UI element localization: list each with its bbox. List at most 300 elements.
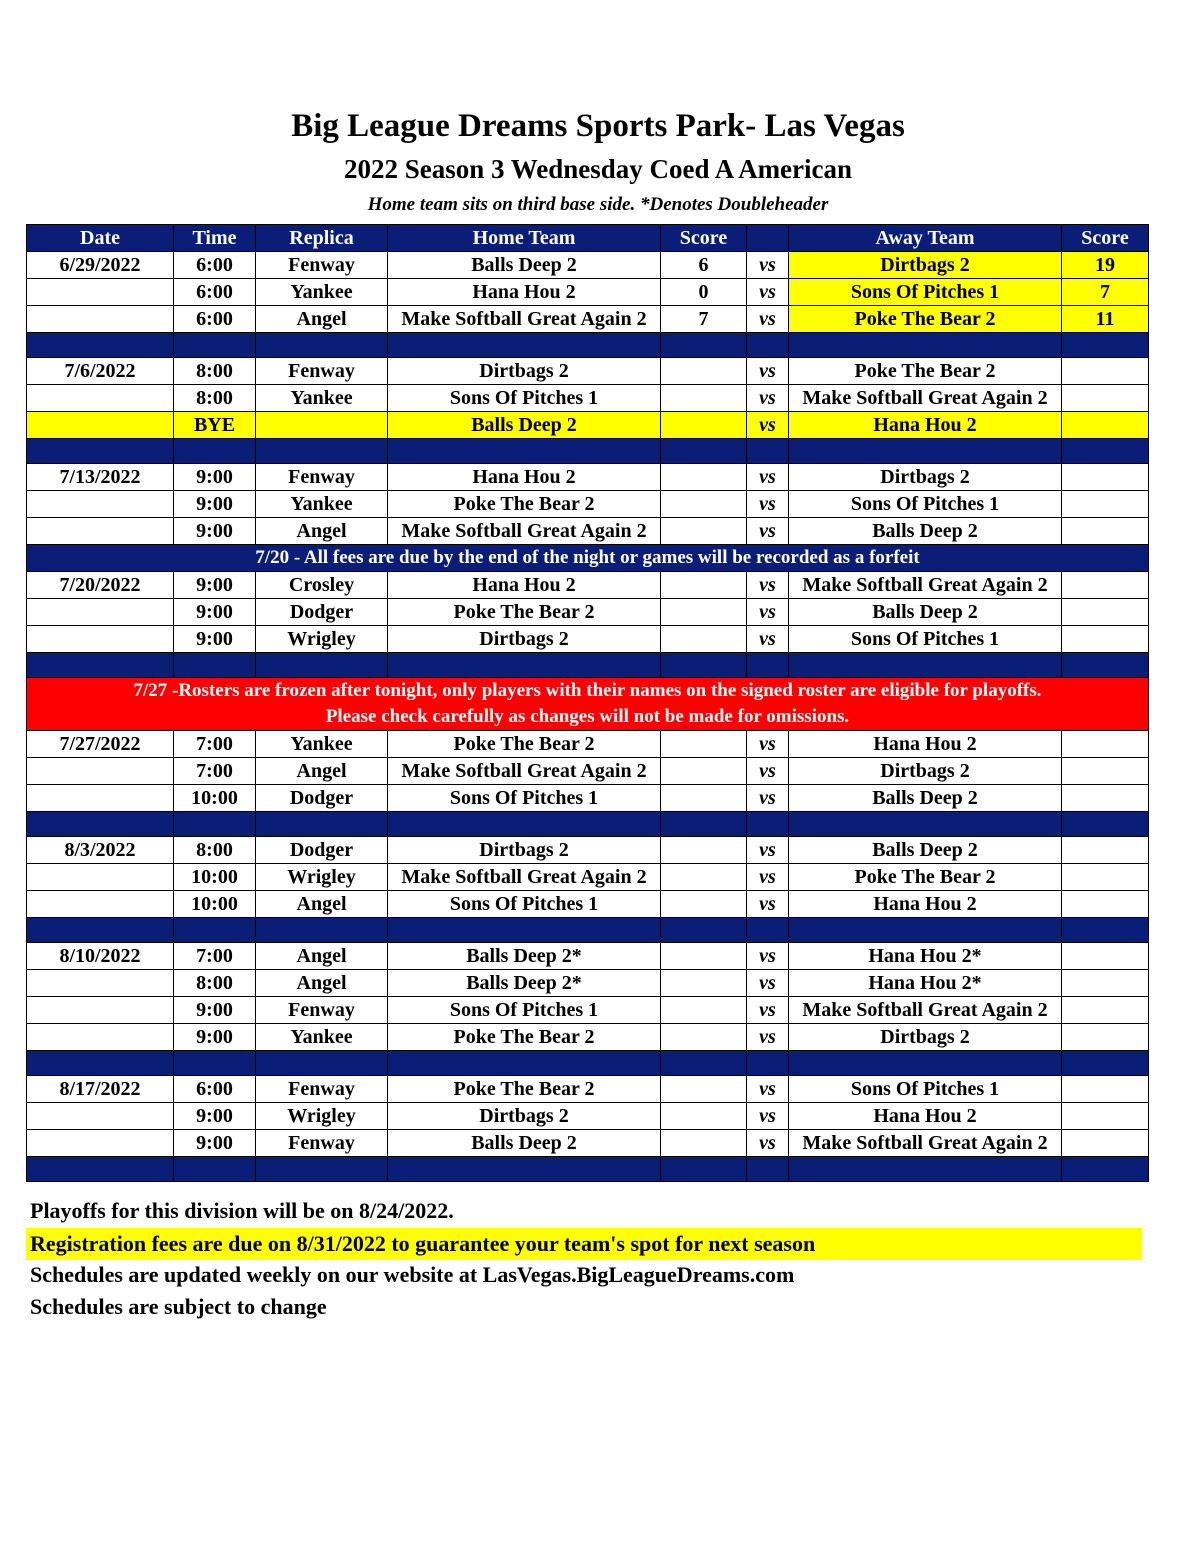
game-time: 10:00 [174,864,256,891]
separator-row [27,439,1149,464]
schedule-body [27,252,1149,1182]
home-score [661,943,747,970]
game-row [27,837,1149,864]
away-team: Sons Of Pitches 1 [789,626,1062,653]
away-score [1062,1103,1149,1130]
website-note: Schedules are updated weekly on our website at LasVegas.BigLeagueDreams.com [30,1262,795,1287]
game-row [27,306,1149,333]
away-score [1062,626,1149,653]
home-score: 6 [661,252,747,279]
game-row [27,1076,1149,1103]
game-row [27,970,1149,997]
away-score [1062,464,1149,491]
away-score [1062,785,1149,812]
game-time: 9:00 [174,572,256,599]
vs-label: vs [747,1103,789,1130]
game-row [27,572,1149,599]
away-team: Balls Deep 2 [789,837,1062,864]
game-date [27,518,174,545]
game-date [27,785,174,812]
away-score [1062,758,1149,785]
game-time: 6:00 [174,279,256,306]
game-date: 8/17/2022 [27,1076,174,1103]
away-score [1062,864,1149,891]
game-replica: Fenway [256,358,388,385]
col-home-team: Home Team [388,225,661,252]
separator-cell [1062,1051,1149,1076]
separator-cell [27,333,174,358]
home-score [661,785,747,812]
game-date [27,970,174,997]
game-time: 6:00 [174,252,256,279]
away-team: Dirtbags 2 [789,758,1062,785]
vs-label: vs [747,970,789,997]
game-time: 6:00 [174,306,256,333]
game-row [27,464,1149,491]
game-date [27,1024,174,1051]
home-score [661,626,747,653]
game-replica: Angel [256,943,388,970]
separator-cell [27,918,174,943]
separator-cell [747,439,789,464]
separator-cell [1062,439,1149,464]
vs-label: vs [747,385,789,412]
away-team: Hana Hou 2 [789,891,1062,918]
game-date [27,412,174,439]
separator-cell [747,333,789,358]
game-time: 10:00 [174,891,256,918]
away-team: Hana Hou 2* [789,970,1062,997]
vs-label: vs [747,626,789,653]
schedule-note: Home team sits on third base side. *Denotes Doubleheader [367,194,829,215]
separator-cell [388,812,661,837]
col-vs [747,225,789,252]
separator-cell [388,439,661,464]
home-team: Dirtbags 2 [388,358,661,385]
game-replica: Angel [256,518,388,545]
separator-cell [789,1157,1062,1182]
game-time: 7:00 [174,731,256,758]
vs-label: vs [747,1024,789,1051]
game-time: 8:00 [174,358,256,385]
home-score [661,572,747,599]
separator-cell [388,653,661,678]
game-date: 7/13/2022 [27,464,174,491]
away-team: Make Softball Great Again 2 [789,385,1062,412]
game-replica: Dodger [256,599,388,626]
home-team: Sons Of Pitches 1 [388,997,661,1024]
away-score [1062,731,1149,758]
home-team: Hana Hou 2 [388,279,661,306]
away-score [1062,412,1149,439]
home-score [661,837,747,864]
home-team: Make Softball Great Again 2 [388,758,661,785]
away-score [1062,970,1149,997]
game-date [27,758,174,785]
game-row [27,943,1149,970]
home-team: Hana Hou 2 [388,572,661,599]
separator-cell [388,1157,661,1182]
away-team: Sons Of Pitches 1 [789,279,1062,306]
separator-cell [174,812,256,837]
home-score [661,491,747,518]
home-score [661,864,747,891]
alert-text [27,678,1149,731]
away-score [1062,599,1149,626]
separator-cell [256,439,388,464]
separator-cell [747,918,789,943]
away-team: Sons Of Pitches 1 [789,1076,1062,1103]
vs-label: vs [747,518,789,545]
col-time: Time [174,225,256,252]
game-replica: Yankee [256,731,388,758]
away-score [1062,891,1149,918]
game-date [27,891,174,918]
separator-cell [27,1157,174,1182]
home-team: Sons Of Pitches 1 [388,785,661,812]
separator-cell [388,918,661,943]
game-row [27,731,1149,758]
home-team: Poke The Bear 2 [388,491,661,518]
home-score [661,412,747,439]
home-team: Make Softball Great Again 2 [388,864,661,891]
away-score [1062,491,1149,518]
game-replica: Fenway [256,997,388,1024]
game-time: 9:00 [174,1130,256,1157]
separator-cell [388,333,661,358]
game-row [27,891,1149,918]
col-date: Date [27,225,174,252]
separator-cell [1062,653,1149,678]
away-team: Dirtbags 2 [789,464,1062,491]
away-team: Dirtbags 2 [789,1024,1062,1051]
separator-cell [661,918,747,943]
game-date: 7/20/2022 [27,572,174,599]
game-date [27,599,174,626]
game-row [27,385,1149,412]
game-row [27,1130,1149,1157]
separator-cell [1062,918,1149,943]
home-score: 7 [661,306,747,333]
game-row [27,785,1149,812]
game-replica: Wrigley [256,1103,388,1130]
separator-cell [174,1051,256,1076]
vs-label: vs [747,358,789,385]
game-replica: Yankee [256,279,388,306]
game-time: 8:00 [174,970,256,997]
away-score [1062,837,1149,864]
game-date [27,306,174,333]
game-date [27,997,174,1024]
game-time: 9:00 [174,518,256,545]
away-team: Poke The Bear 2 [789,306,1062,333]
home-score [661,599,747,626]
separator-row [27,653,1149,678]
alert-row [27,678,1149,731]
vs-label: vs [747,279,789,306]
away-score [1062,1130,1149,1157]
separator-cell [27,812,174,837]
separator-cell [256,1157,388,1182]
game-row [27,518,1149,545]
separator-cell [1062,333,1149,358]
game-replica: Angel [256,891,388,918]
home-score [661,518,747,545]
alert-line-1: 7/27 -Rosters are frozen after tonight, only players with their names on the signed roster are eligible for playoffs. [133,680,1042,701]
separator-cell [661,653,747,678]
game-time: 8:00 [174,837,256,864]
away-score [1062,1024,1149,1051]
separator-cell [747,1157,789,1182]
separator-cell [789,333,1062,358]
away-team: Hana Hou 2 [789,731,1062,758]
game-replica: Dodger [256,837,388,864]
game-date [27,491,174,518]
home-score [661,1130,747,1157]
game-time: 9:00 [174,997,256,1024]
game-row [27,626,1149,653]
vs-label: vs [747,412,789,439]
game-row [27,599,1149,626]
vs-label: vs [747,464,789,491]
alert-line-2: Please check carefully as changes will not be made for omissions. [325,706,850,727]
home-team: Balls Deep 2* [388,970,661,997]
game-date: 6/29/2022 [27,252,174,279]
game-row [27,1103,1149,1130]
game-replica: Angel [256,758,388,785]
subject-note: Schedules are subject to change [30,1294,327,1319]
header-row [27,225,1149,252]
separator-row [27,1051,1149,1076]
separator-cell [174,439,256,464]
game-date: 7/6/2022 [27,358,174,385]
separator-cell [747,653,789,678]
game-replica: Angel [256,970,388,997]
col-away-score: Score [1062,225,1149,252]
vs-label: vs [747,491,789,518]
game-replica: Yankee [256,1024,388,1051]
home-team: Poke The Bear 2 [388,1024,661,1051]
away-team: Hana Hou 2* [789,943,1062,970]
col-away-team: Away Team [789,225,1062,252]
game-time: BYE [174,412,256,439]
separator-cell [174,918,256,943]
separator-cell [388,1051,661,1076]
game-replica: Yankee [256,385,388,412]
away-score [1062,358,1149,385]
game-date [27,385,174,412]
game-replica: Fenway [256,1076,388,1103]
home-score [661,464,747,491]
home-team: Dirtbags 2 [388,837,661,864]
home-score [661,731,747,758]
col-replica: Replica [256,225,388,252]
separator-cell [789,918,1062,943]
col-home-score: Score [661,225,747,252]
away-score: 19 [1062,252,1149,279]
separator-cell [27,1051,174,1076]
separator-cell [27,439,174,464]
vs-label: vs [747,837,789,864]
game-row [27,358,1149,385]
game-row [27,997,1149,1024]
game-replica: Wrigley [256,864,388,891]
game-row [27,491,1149,518]
game-row [27,758,1149,785]
game-replica: Dodger [256,785,388,812]
separator-cell [747,1051,789,1076]
vs-label: vs [747,599,789,626]
away-score [1062,518,1149,545]
separator-cell [27,653,174,678]
away-score [1062,1076,1149,1103]
separator-cell [174,653,256,678]
vs-label: vs [747,891,789,918]
notice-row [27,545,1149,572]
registration-note: Registration fees are due on 8/31/2022 to guarantee your team's spot for next season [26,1228,1142,1260]
separator-cell [174,333,256,358]
vs-label: vs [747,572,789,599]
home-team: Dirtbags 2 [388,626,661,653]
away-score [1062,943,1149,970]
game-replica: Wrigley [256,626,388,653]
page-subtitle: 2022 Season 3 Wednesday Coed A American [343,154,853,184]
separator-cell [661,812,747,837]
game-date [27,279,174,306]
game-time: 8:00 [174,385,256,412]
away-team: Balls Deep 2 [789,599,1062,626]
away-score [1062,385,1149,412]
game-time: 7:00 [174,758,256,785]
page-title: Big League Dreams Sports Park- Las Vegas [291,108,905,144]
game-replica: Angel [256,306,388,333]
home-score: 0 [661,279,747,306]
game-time: 6:00 [174,1076,256,1103]
game-date [27,1103,174,1130]
vs-label: vs [747,943,789,970]
away-score [1062,997,1149,1024]
separator-cell [256,333,388,358]
away-score: 7 [1062,279,1149,306]
playoffs-note: Playoffs for this division will be on 8/24/2022. [30,1198,454,1223]
notice-text: 7/20 - All fees are due by the end of the night or games will be recorded as a forfeit [27,545,1149,572]
home-score [661,1024,747,1051]
vs-label: vs [747,758,789,785]
separator-cell [747,812,789,837]
bye-row [27,412,1149,439]
vs-label: vs [747,306,789,333]
home-score [661,1103,747,1130]
schedule-table [26,224,1149,1182]
home-team: Poke The Bear 2 [388,599,661,626]
separator-cell [256,918,388,943]
game-replica: Fenway [256,464,388,491]
separator-cell [661,1157,747,1182]
home-team: Balls Deep 2* [388,943,661,970]
home-score [661,891,747,918]
separator-cell [256,653,388,678]
game-date [27,1130,174,1157]
away-score: 11 [1062,306,1149,333]
game-time: 9:00 [174,626,256,653]
away-team: Hana Hou 2 [789,412,1062,439]
vs-label: vs [747,997,789,1024]
home-score [661,997,747,1024]
home-team: Make Softball Great Again 2 [388,306,661,333]
separator-cell [789,439,1062,464]
game-time: 9:00 [174,599,256,626]
away-team: Make Softball Great Again 2 [789,997,1062,1024]
game-row [27,279,1149,306]
home-team: Dirtbags 2 [388,1103,661,1130]
separator-cell [661,333,747,358]
away-team: Sons Of Pitches 1 [789,491,1062,518]
separator-row [27,812,1149,837]
away-team: Balls Deep 2 [789,785,1062,812]
home-team: Poke The Bear 2 [388,731,661,758]
away-team: Poke The Bear 2 [789,864,1062,891]
game-replica [256,412,388,439]
away-team: Balls Deep 2 [789,518,1062,545]
separator-cell [256,812,388,837]
home-score [661,1076,747,1103]
game-date: 8/3/2022 [27,837,174,864]
game-replica: Fenway [256,252,388,279]
home-score [661,358,747,385]
game-row [27,1024,1149,1051]
separator-row [27,333,1149,358]
home-team: Balls Deep 2 [388,1130,661,1157]
home-team: Make Softball Great Again 2 [388,518,661,545]
away-team: Hana Hou 2 [789,1103,1062,1130]
vs-label: vs [747,731,789,758]
separator-row [27,918,1149,943]
game-time: 10:00 [174,785,256,812]
game-time: 9:00 [174,464,256,491]
game-time: 7:00 [174,943,256,970]
home-team: Balls Deep 2 [388,412,661,439]
game-time: 9:00 [174,1103,256,1130]
vs-label: vs [747,1130,789,1157]
away-team: Make Softball Great Again 2 [789,1130,1062,1157]
game-row [27,252,1149,279]
game-time: 9:00 [174,491,256,518]
home-team: Sons Of Pitches 1 [388,385,661,412]
separator-cell [789,1051,1062,1076]
home-team: Sons Of Pitches 1 [388,891,661,918]
vs-label: vs [747,252,789,279]
game-date: 7/27/2022 [27,731,174,758]
away-team: Make Softball Great Again 2 [789,572,1062,599]
game-replica: Yankee [256,491,388,518]
home-team: Poke The Bear 2 [388,1076,661,1103]
home-score [661,970,747,997]
away-score [1062,572,1149,599]
game-replica: Fenway [256,1130,388,1157]
home-team: Balls Deep 2 [388,252,661,279]
separator-cell [661,1051,747,1076]
game-time: 9:00 [174,1024,256,1051]
away-team: Poke The Bear 2 [789,358,1062,385]
home-team: Hana Hou 2 [388,464,661,491]
away-team: Dirtbags 2 [789,252,1062,279]
separator-row [27,1157,1149,1182]
home-score [661,385,747,412]
game-replica: Crosley [256,572,388,599]
separator-cell [174,1157,256,1182]
game-date [27,864,174,891]
separator-cell [1062,812,1149,837]
